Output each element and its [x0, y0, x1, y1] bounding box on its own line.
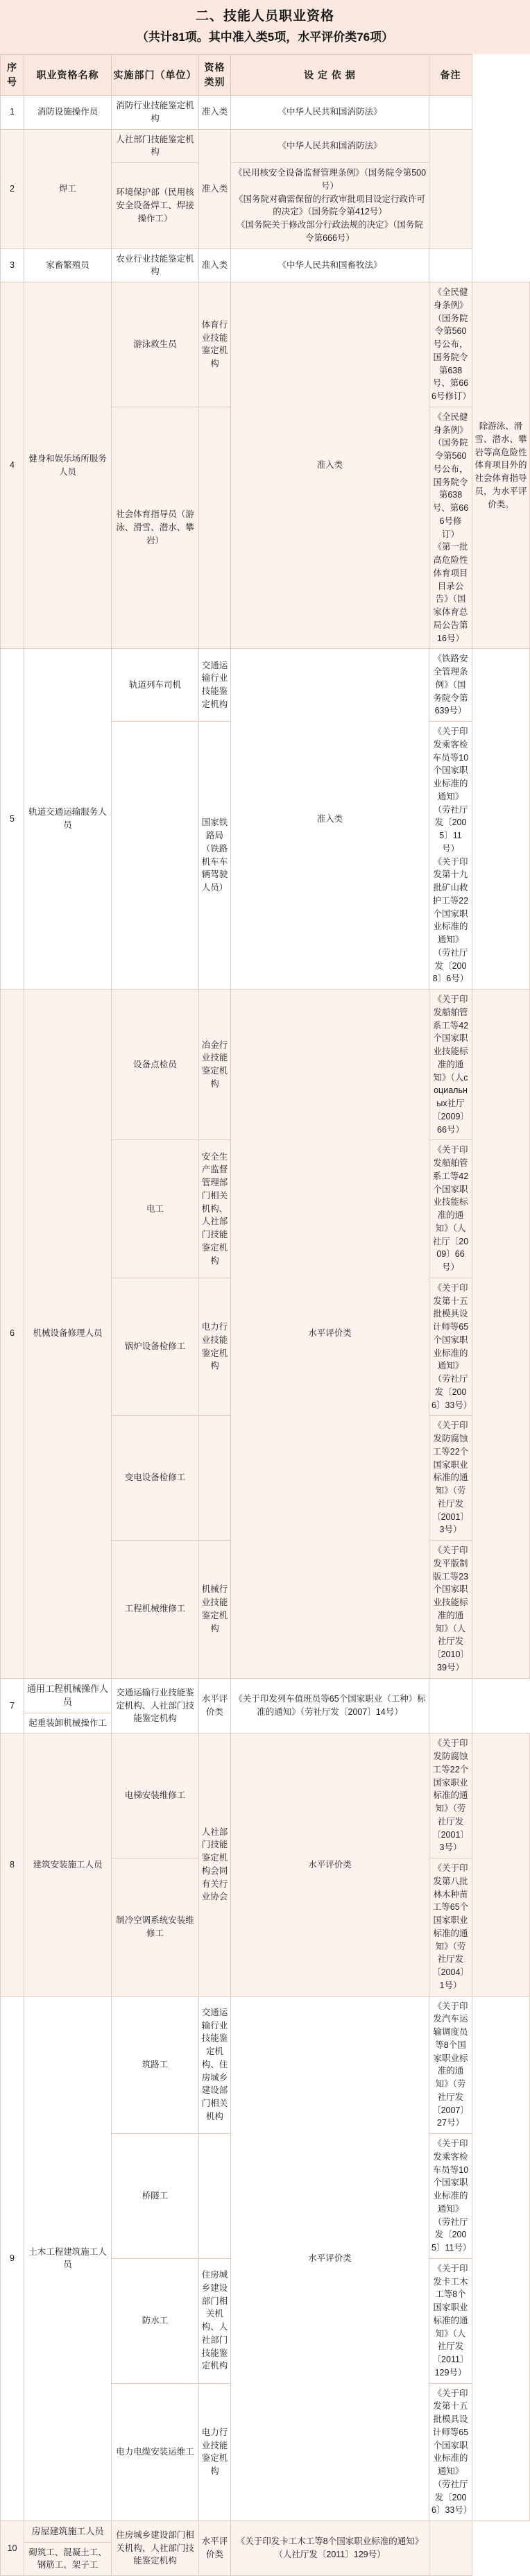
cell-type: 水平评价类 [231, 1734, 429, 1996]
cell-basis: 《全民健身条例》（国务院令第560号公布，国务院令第638号、第666号修订） [429, 282, 472, 407]
table-header-row [1, 55, 530, 96]
cell-type: 准入类 [199, 96, 231, 130]
cell-name-group: 健身和娱乐场所服务人员 [24, 282, 112, 649]
cell-name-sub: 设备点检员 [112, 990, 199, 1140]
cell-name-group: 通用工程机械操作人员 [24, 1679, 111, 1713]
cell-index: 10 [1, 2521, 24, 2576]
cell-name-group: 焊工 [24, 129, 112, 248]
table-row [1, 2521, 530, 2576]
cell-name-sub: 起重装卸机械操作工 [24, 1713, 111, 1733]
cell-dept: 住房城乡建设部门相关机构、人社部门技能鉴定机构 [199, 2258, 231, 2383]
column-header-type: 资格类别 [199, 55, 231, 96]
qualification-table [0, 54, 530, 2576]
cell-index: 3 [1, 248, 24, 282]
cell-name [24, 2521, 112, 2576]
column-header-dept: 实施部门（单位） [112, 55, 199, 96]
cell-type: 水平评价类 [199, 2521, 231, 2576]
table-row [1, 1734, 530, 1858]
cell-dept: 交通运输行业技能鉴定机构 [199, 649, 231, 722]
table-row [1, 1996, 530, 2134]
cell-index: 8 [1, 1734, 24, 1996]
cell-basis: 《关于印发卡工木工等8个国家职业标准的通知》（人社厅发〔2011〕129号） [429, 2258, 472, 2383]
cell-remark [472, 1734, 530, 1996]
cell-name-sub: 变电设备检修工 [112, 1416, 199, 1541]
table-row [1, 129, 530, 163]
cell-remark [472, 1996, 530, 2521]
cell-name-group: 土木工程建筑施工人员 [24, 1996, 112, 2521]
column-header-name: 职业资格名称 [24, 55, 112, 96]
cell-name-sub: 游泳救生员 [112, 282, 199, 407]
cell-type: 水平评价类 [231, 1996, 429, 2521]
column-header-remark: 备注 [429, 55, 472, 96]
column-header-index: 序号 [1, 55, 24, 96]
table-row [1, 1678, 530, 1734]
cell-dept: 环境保护部（民用核安全设备焊工、焊接操作工） [112, 163, 199, 249]
cell-basis: 《关于印发第八批林木种苗工等65个国家职业标准的通知》（劳社厅发〔2004〕1号） [429, 1858, 472, 1997]
cell-dept: 冶金行业技能鉴定机构 [199, 990, 231, 1140]
document-title-block [0, 0, 530, 54]
cell-index: 7 [1, 1678, 24, 1734]
cell-basis: 《中华人民共和国畜牧法》 [231, 248, 429, 282]
cell-type: 准入类 [199, 129, 231, 248]
cell-basis: 《铁路安全管理条例》（国务院令第639号） [429, 649, 472, 722]
column-header-basis: 设 定 依 据 [231, 55, 429, 96]
cell-dept: 交通运输行业技能鉴定机构、人社部门技能鉴定机构 [112, 1678, 199, 1734]
cell-remark [472, 990, 530, 1679]
cell-name-sub: 制冷空调系统安装维修工 [112, 1858, 199, 1997]
cell-dept: 国家铁路局（铁路机车车辆驾驶人员） [199, 722, 231, 990]
cell-name-group: 建筑安装施工人员 [24, 1734, 112, 1996]
cell-dept: 人社部门技能鉴定机构会同有关行业协会 [199, 1734, 231, 1996]
cell-dept: 人社部门技能鉴定机构 [112, 129, 199, 163]
table-row [1, 282, 530, 407]
cell-basis: 《关于印发乘客检车员等10个国家职业标准的通知》（劳社厅发〔2005〕11号） 《关于印发第十九批矿山救护工等22个国家职业标准的通知》（劳社厅发〔2008〕6号） [429, 722, 472, 990]
cell-dept: 消防行业技能鉴定机构 [112, 96, 199, 130]
cell-dept: 安全生产监督管理部门相关机构、人社部门技能鉴定机构 [199, 1140, 231, 1278]
cell-basis: 《关于印发船舶管系工等42个国家职业技能标准的通知》（人社厅〔2009〕66号） [429, 1140, 472, 1278]
cell-name-sub: 筑路工 [112, 1996, 199, 2134]
cell-index: 4 [1, 282, 24, 649]
cell-basis: 《关于印发汽车运输调度员等8个国家职业标准的通知》（劳社厅发〔2007〕27号） [429, 1996, 472, 2134]
cell-type: 水平评价类 [231, 990, 429, 1679]
cell-dept [199, 1416, 231, 1541]
cell-basis: 《中华人民共和国消防法》 [231, 96, 429, 130]
cell-index: 9 [1, 1996, 24, 2521]
cell-dept: 电力行业技能鉴定机构 [199, 2383, 231, 2521]
table-row [1, 96, 530, 130]
table-body [1, 96, 530, 2576]
cell-basis: 《民用核安全设备监督管理条例》（国务院令第500号） 《国务院对确需保留的行政审批项目设定行政许可的决定》（国务院令第412号） 《国务院关于修改部分行政法规的决定》（国务院令第666号） [231, 163, 429, 249]
cell-basis: 《全民健身条例》（国务院令第560号公布，国务院令第638号、第666号修订） 《第一批高危险性体育项目目录公告》（国家体育总局公告第16号） [429, 407, 472, 649]
cell-name-sub: 锅炉设备检修工 [112, 1278, 199, 1416]
cell-name: 家畜繁殖员 [24, 248, 112, 282]
cell-type: 水平评价类 [199, 1678, 231, 1734]
cell-dept: 机械行业技能鉴定机构 [199, 1541, 231, 1679]
cell-dept: 体育行业技能鉴定机构 [199, 282, 231, 407]
cell-name-sub: 电工 [112, 1140, 199, 1278]
cell-name-sub [112, 722, 199, 990]
cell-basis: 《关于印发第十五批模具设计师等65个国家职业标准的通知》（劳社厅发〔2006〕33号） [429, 1278, 472, 1416]
cell-name: 消防设施操作员 [24, 96, 112, 130]
cell-index: 6 [1, 990, 24, 1679]
cell-name-sub: 防水工 [112, 2258, 199, 2383]
cell-dept: 住房城乡建设部门相关机构、人社部门技能鉴定机构 [112, 2521, 199, 2576]
page-title: 二、技能人员职业资格 [195, 9, 334, 24]
cell-dept: 农业行业技能鉴定机构 [112, 248, 199, 282]
cell-dept: 交通运输行业技能鉴定机构、住房城乡建设部门相关机构 [199, 1996, 231, 2134]
cell-name-sub: 社会体育指导员（游泳、滑雪、潜水、攀岩） [112, 407, 199, 649]
cell-name-sub: 砌筑工、混凝土工、钢筋工、架子工 [24, 2542, 111, 2575]
cell-name-sub: 轨道列车司机 [112, 649, 199, 722]
cell-name-sub: 电梯安装维修工 [112, 1734, 199, 1858]
cell-name [24, 1678, 112, 1734]
cell-index: 2 [1, 129, 24, 248]
cell-remark [429, 129, 472, 248]
cell-basis: 《关于印发防腐蚀工等22个国家职业标准的通知》（劳社厅发〔2001〕3号） [429, 1416, 472, 1541]
page-subtitle: （共计81项。其中准入类5项，水平评价类76项） [136, 30, 394, 44]
cell-basis: 《关于印发防腐蚀工等22个国家职业标准的通知》（劳社厅发〔2001〕3号） [429, 1734, 472, 1858]
cell-basis: 《中华人民共和国消防法》 [231, 129, 429, 163]
cell-index: 5 [1, 649, 24, 990]
cell-remark [429, 1678, 472, 1734]
cell-basis: 《关于印发平版制版工等23个国家职业技能标准的通知》（人社厅发〔2010〕39号） [429, 1541, 472, 1679]
cell-name-sub: 电力电缆安装运维工 [112, 2383, 199, 2521]
cell-remark [429, 248, 472, 282]
cell-remark [472, 649, 530, 990]
cell-basis: 《关于印发乘客检车员等10个国家职业标准的通知》（劳社厅发〔2005〕11号） [429, 2134, 472, 2259]
cell-remark [429, 2521, 472, 2576]
cell-name-group: 机械设备修理人员 [24, 990, 112, 1679]
cell-dept [199, 2134, 231, 2259]
table-row [1, 248, 530, 282]
cell-basis: 《关于印发第十五批模具设计师等65个国家职业标准的通知》（劳社厅发〔2006〕33号） [429, 2383, 472, 2521]
cell-dept [199, 407, 231, 649]
cell-name-group: 轨道交通运输服务人员 [24, 649, 112, 990]
cell-type: 准入类 [231, 649, 429, 990]
cell-basis: 《关于印发列车值班员等65个国家职业（工种）标准的通知》（劳社厅发〔2007〕14号） [231, 1678, 429, 1734]
cell-remark [429, 96, 472, 130]
cell-index: 1 [1, 96, 24, 130]
cell-name-sub: 桥隧工 [112, 2134, 199, 2259]
cell-basis: 《关于印发船舶管系工等42个国家职业技能标准的通知》（人социальных社厅〔2009〕66号） [429, 990, 472, 1140]
cell-remark: 除游泳、滑雪、潜水、攀岩等高危险性体育项目外的社会体育指导员，为水平评价类。 [472, 282, 530, 649]
cell-basis: 《关于印发卡工木工等8个国家职业标准的通知》（人社厅发〔2011〕129号） [231, 2521, 429, 2576]
cell-name-group: 房屋建筑施工人员 [24, 2521, 111, 2542]
cell-name-sub: 工程机械维修工 [112, 1541, 199, 1679]
table-row [1, 649, 530, 722]
cell-type: 准入类 [231, 282, 429, 649]
cell-dept: 电力行业技能鉴定机构 [199, 1278, 231, 1416]
table-row [1, 990, 530, 1140]
cell-type: 准入类 [199, 248, 231, 282]
